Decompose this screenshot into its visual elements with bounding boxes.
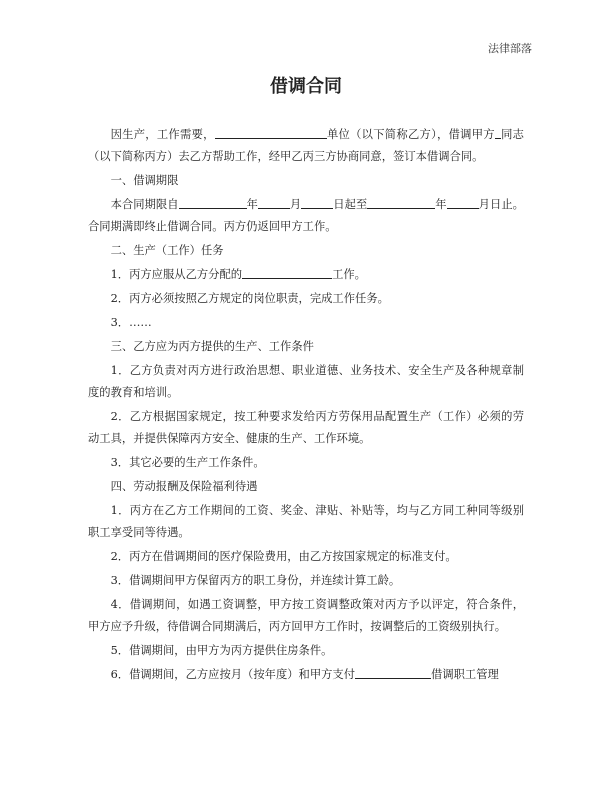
term-paragraph xyxy=(88,194,524,238)
document-body xyxy=(88,124,524,688)
start-day-blank[interactable] xyxy=(301,196,333,209)
document-title: 借调合同 xyxy=(270,76,342,97)
start-month-blank[interactable] xyxy=(258,196,290,209)
sec4-item-3: 3．借调期间甲方保留丙方的职工身份，并连续计算工龄。 xyxy=(110,574,401,587)
document-header: 法律部落 xyxy=(488,42,532,55)
section-4-heading: 四、劳动报酬及保险福利待遇 xyxy=(110,480,258,493)
end-month-blank[interactable] xyxy=(447,196,479,209)
sec2-item-2: 2．丙方必须按照乙方规定的岗位职责，完成工作任务。 xyxy=(110,292,389,305)
intro-paragraph xyxy=(88,124,524,168)
party-b-blank[interactable] xyxy=(215,126,327,139)
section-2-heading: 二、生产（工作）任务 xyxy=(110,244,224,257)
term-text-start: 本合同期限自 xyxy=(110,198,179,211)
management-fee-blank[interactable] xyxy=(355,666,431,679)
sec3-item-2: 2．乙方根据国家规定，按工种要求发给丙方劳保用品配置生产（工作）必须的劳动工具，并提供保障丙方安全、健康的生产、工作环境。 xyxy=(88,410,524,445)
sec4-item-6-text-b: 借调职工管理 xyxy=(431,668,499,681)
end-year-blank[interactable] xyxy=(367,196,435,209)
term-day-from-label: 日起至 xyxy=(333,198,368,211)
start-year-blank[interactable] xyxy=(179,196,247,209)
term-month-label: 月 xyxy=(289,198,302,211)
term-end-month-label: 月 xyxy=(478,198,490,211)
sec2-item-3: 3．…… xyxy=(110,316,152,329)
sec4-item-5: 5．借调期间，由甲方为丙方提供住房条件。 xyxy=(110,644,333,657)
sec2-item-1 xyxy=(88,264,524,286)
sec4-item-1: 1．丙方在乙方工作期间的工资、奖金、津贴、补贴等，均与乙方同工种同等级别职工享受同等待遇。 xyxy=(88,504,524,539)
sec4-item-4: 4．借调期间，如遇工资调整，甲方按工资调整政策对丙方予以评定，符合条件，甲方应予升级，待借调合同期满后，丙方回甲方工作时，按调整后的工资级别执行。 xyxy=(88,598,524,633)
term-year-label: 年 xyxy=(246,198,258,211)
sec2-item-1-text-b: 工作。 xyxy=(332,268,366,281)
sec4-item-6-text-a: 6．借调期间，乙方应按月（按年度）和甲方支付 xyxy=(110,668,356,681)
section-1-heading: 一、借调期限 xyxy=(110,174,179,187)
sec3-item-1: 1．乙方负责对丙方进行政治思想、职业道德、业务技术、安全生产及各种规章制度的教育和培训。 xyxy=(88,364,524,399)
intro-text-a: 因生产，工作需要， xyxy=(110,128,215,141)
intro-text-b: 单位（以下简称乙方），借调甲方 xyxy=(326,128,495,141)
sec3-item-3: 3．其它必要的生产工作条件。 xyxy=(110,456,265,469)
term-end-year-label: 年 xyxy=(435,198,447,211)
sec4-item-6 xyxy=(88,664,524,686)
sec4-item-2: 2．丙方在借调期间的医疗保险费用，由乙方按国家规定的标准支付。 xyxy=(110,550,457,563)
sec2-item-1-text-a: 1．丙方应服从乙方分配的 xyxy=(110,268,243,281)
term-text-end: 日止。合同期满即终止借调合同。丙方仍返回甲方工作。 xyxy=(88,198,524,233)
intro-text-c: 同志（以下简称丙方）去乙方帮助工作，经甲乙丙三方协商同意，签订本借调合同。 xyxy=(88,128,524,163)
job-assignment-blank[interactable] xyxy=(242,266,332,279)
section-3-heading: 三、乙方应为丙方提供的生产、工作条件 xyxy=(110,340,314,353)
